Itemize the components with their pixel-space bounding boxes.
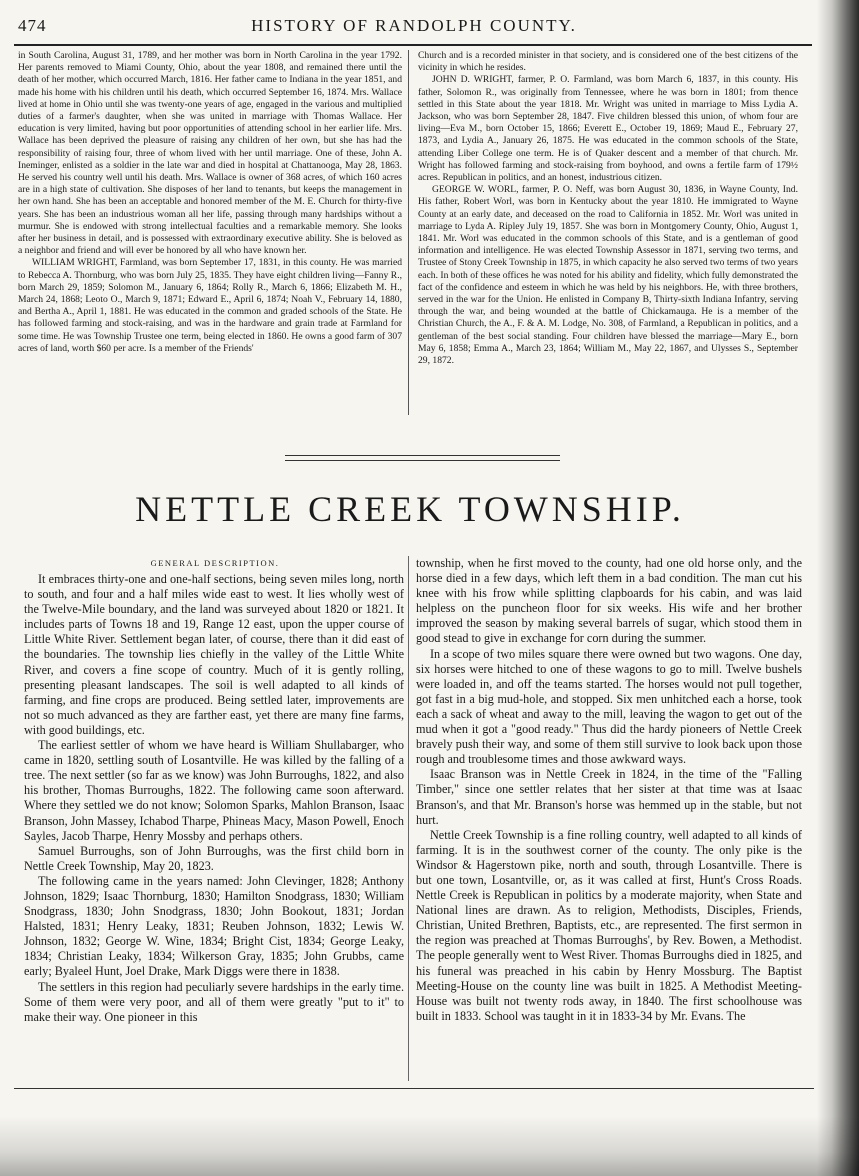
paragraph: Nettle Creek Township is a fine rolling country, well adapted to all kinds of farming. It is in the southwest corner of the county. The only pike is the Windsor & Hagerstown pike, north and south, through Losantville. There is but one town, Losantville, or, as it was called at first, Hunt's Cross Roads. Nettle Creek is Republican in politics by a moderate majority, when State and National lines are drawn. As to religion, Methodists, Disciples, Friends, Christian, United Brethren, Baptists, etc., are represented. The first sermon in the region was preached at Thomas Burroughs', by Rev. Bowen, a Methodist. The people generally went to West River. Thomas Burroughs died in 1825, and his funeral was preached in his cabin by Henry Mossburg. The Baptist Meeting-House on the county line was built in 1825. A Methodist Meeting-House was built not twenty rods away, in 1840. The first schoolhouse was built in 1833. School was taught in it in 1833-34 by Mr. Evans. The — [416, 827, 802, 1023]
section-ornament-rule — [285, 455, 560, 461]
paragraph: Samuel Burroughs, son of John Burroughs, was the first child born in Nettle Creek Township, May 20, 1823. — [24, 843, 404, 873]
paragraph: The settlers in this region had peculiarly severe hardships in the early time. Some of them were very poor, and all of them were greatly "put to it" to make their way. One pioneer in this — [24, 979, 404, 1024]
paragraph: township, when he first moved to the county, had one old horse only, and the horse died in a few days, which left them in a bad condition. The man cut his knee with his frow while splitting clapboards for his cabin, and was laid helpless on the puncheon floor for six weeks. His wife and her brother improved the season by making several barrels of sugar, which stood them in good stead to give in exchange for corn during the summer. — [416, 556, 802, 646]
paragraph: GEORGE W. WORL, farmer, P. O. Neff, was born August 30, 1836, in Wayne County, Ind. His father, Robert Worl, was born in Kentucky about the year 1810. He immigrated to Wayne County at an early date, and deceased on the road to California in 1852. Mr. Worl was united in marriage to Lyda A. Ripley July 19, 1857. She was born in Montgomery County, Ohio, August 1, 1841. Mr. Worl was educated in the common schools of this State, and is a gentleman of good information and intelligence. He was elected Township Assessor in 1871, serving two terms, and Trustee of Stony Creek Township in 1875, in which capacity he also served two terms of two years each. In both of these offices he was noted for his ability and fidelity, which fully demonstrated the fact of the confidence and esteem in which he was held by his neighbors. He, with three brothers, served in the war for the Union. He enlisted in Company B, Thirty-sixth Indiana Infantry, serving through the war, and being wounded at the battle of Chickamauga. He is a member of the Christian Church, the A., F. & A. M. Lodge, No. 308, of Farmland, a Republican in politics, and a gentleman of the best social standing. Four children have blessed the marriage—Mary E., born May 6, 1858; Emma A., March 23, 1864; William M., May 22, 1867, and Ulysses S., September 29, 1872. — [418, 184, 798, 367]
paragraph: The following came in the years named: John Clevinger, 1828; Anthony Johnson, 1829; Isaac Thornburg, 1830; Hamilton Snodgrass, 1830; William Snodgrass, 1830; John Snodgrass, 1830; John Bookout, 1831; Jordan Halsted, 1831; Henry Leaky, 1831; Reuben Johnson, 1832; Lewis W. Johnson, 1832; George W. Wine, 1834; Bright Cist, 1834; George Leaky, 1834; Christian Leaky, 1834; Wilkerson Gray, 1835; John Grubbs, came early; Byaleel Hunt, Joel Drake, Mark Diggs were there in 1838. — [24, 873, 404, 979]
bottom-left-column — [24, 572, 404, 1084]
paragraph: JOHN D. WRIGHT, farmer, P. O. Farmland, was born March 6, 1837, in this county. His father, Solomon R., was originally from Tennessee, where he was born in 1801; from thence settled in this State about the year 1818. Mr. Wright was united in marriage to Miss Lydia A. Jackson, who was born September 28, 1847. Five children blessed this union, of whom four are living—Eva M., born October 15, 1866; Everett E., October 19, 1869; Maud E., February 27, 1873, and Lydia A., January 26, 1875. He was educated in the common schools of the State, attending Liber College one term. He is of Quaker descent and a member of that church. Mr. Wright has followed farming and stock-raising from boyhood, and owns a fertile farm of 179½ acres. Republican in politics, and an honest, industrious citizen. — [418, 74, 798, 184]
section-title: NETTLE CREEK TOWNSHIP. — [135, 489, 685, 529]
header-rule — [14, 44, 812, 46]
binding-shadow — [817, 0, 859, 1176]
paragraph: The earliest settler of whom we have heard is William Shullabarger, who came in 1820, settling south of Losantville. He was killed by the falling of a tree. The next settler (so far as we know) was John Burroughs, 1822, and also his brother, Thomas Burroughs, 1822. The following came soon afterward. Where they settled we do not know; Solomon Sparks, Mahlon Branson, Isaac Branson, John Massey, Ichabod Tharpe, Phineas Macy, Mason Powell, Enoch Sayles, Jacob Tharpe, Henry Mossby and perhaps others. — [24, 738, 404, 843]
page-edge-shadow — [0, 1116, 859, 1176]
paragraph: Isaac Branson was in Nettle Creek in 1824, in the time of the "Falling Timber," since one settler relates that her sister at that time was at Isaac Branson's, and that Mr. Branson's horse was hemmed up in the stable, but not hurt. — [416, 767, 802, 827]
footer-rule — [14, 1088, 814, 1089]
paragraph: WILLIAM WRIGHT, Farmland, was born September 17, 1831, in this county. He was married to Rebecca A. Thornburg, who was born July 25, 1835. They have eight children living—Fanny R., born March 29, 1859; Solomon M., January 6, 1864; Rolly R., March 6, 1866; Elizabeth M. H., March 24, 1868; Leoto O., March 9, 1871; Edward E., April 6, 1874; Noah V., February 14, 1880, and Bertha A., April 1, 1881. He was educated in the common and graded schools of the State. He has followed farming and stock-raising, and was in the hardware and grain trade at Farmland for some time. He was Township Trustee one term, being elected in 1860. He owns a good farm of 307 acres of land, worth $60 per acre. Is a member of the Friends' — [18, 257, 402, 354]
paragraph: in South Carolina, August 31, 1789, and her mother was born in North Carolina in the year 1792. Her parents removed to Miami County, Ohio, about the year 1808, and remained there until the death of her mother, which occurred March, 1816. Her father came to Indiana in the year 1851, and made his home with his children until his death, which occurred September 16, 1874. Mrs. Wallace lived at home in Ohio until she was twenty-one years of age, engaged in the various and multiplied duties of a farmer's daughter, when she was united in marriage with Thomas Wallace. Her education is very limited, having but poor opportunities of attending school in her earlier life. Mrs. Wallace has been deprived the pleasure of raising any children of her own, but she has had the responsibility of raising four, three of whom lived with her until marriage. One of these, John A. Ineminger, enlisted as a soldier in the late war and died in hospital at Chattanooga, May 28, 1863. He served his country well until his death. Mrs. Wallace is owner of 368 acres, of which 160 acres are in a high state of cultivation. She disposes of her land to tenants, but keeps the management in her own hand. She has been an acceptable and honored member of the M. E. Church for thirty-five years. She has been an industrious woman all her life, passing through many hardships without a murmur. She is endowed with strong intellectual faculties and a remarkable memory. She looks after her business in detail, and is possessed with extraordinary executive ability. She is beloved as a neighbor and friend and will ever be honored by all who have known her. — [18, 50, 402, 257]
bottom-right-column — [416, 556, 802, 1084]
section-subhead: GENERAL DESCRIPTION. — [150, 558, 280, 568]
paragraph: It embraces thirty-one and one-half sections, being seven miles long, north to south, and four and a half miles wide east to west. It lies wholly west of the Twelve-Mile boundary, and the land was surveyed about 1820 or 1821. It includes parts of Towns 18 and 19, Range 12 east, upon the upper course of Little White River. Settlement began later, of course, there than it did east of the boundaries. The township lies chiefly in the valley of the Little White River, and covers a fine scope of country. Much of it is gently rolling, presenting pleasant landscapes. The soil is well adapted to all kinds of farming, and fine crops are produced. Being settled later, improvements are not so much advanced as they are farther east, yet there are many fine farms, with good buildings, etc. — [24, 572, 404, 737]
top-left-column — [18, 50, 402, 412]
page-header — [14, 10, 814, 42]
paragraph: In a scope of two miles square there were owned but two wagons. One day, six horses were hitched to one of these wagons to go to mill. Twelve bushels were loaded in, and off the teams started. The horses would not pull together, got fast in a big mud-hole, and stopped. Six men unhitched each a horse, took each a sack of wheat and away to the mill, leaving the wagon to get out of the mud when it got a "good ready." Thus did the hardy pioneers of Nettle Creek bravely push their way, and some of them still survive to look back upon those rough and troublesome times and those awkward ways. — [416, 646, 802, 767]
paragraph: Church and is a recorded minister in that society, and is considered one of the best citizens of the vicinity in which he resides. — [418, 50, 798, 74]
page-number: 474 — [18, 16, 47, 35]
top-right-column — [418, 50, 798, 418]
column-divider — [408, 556, 409, 1081]
running-title: HISTORY OF RANDOLPH COUNTY. — [251, 16, 577, 35]
column-divider — [408, 50, 409, 415]
